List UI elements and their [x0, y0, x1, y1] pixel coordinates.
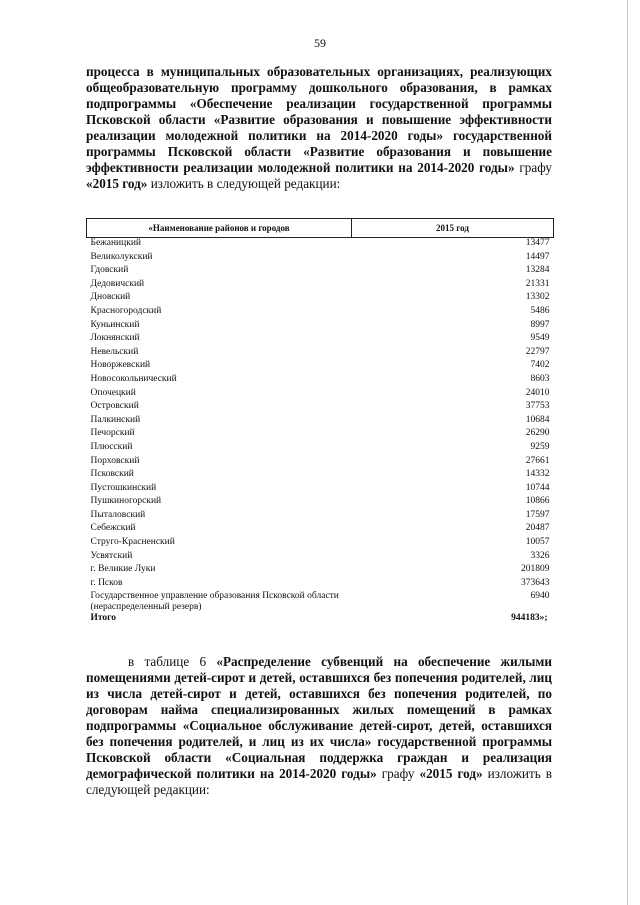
district-value: 10866	[525, 496, 550, 507]
district-value: 20487	[525, 523, 550, 534]
body-paragraph	[86, 654, 552, 798]
district-value: 9259	[530, 441, 550, 452]
district-value: 27661	[525, 455, 550, 466]
district-value: 10057	[525, 537, 550, 548]
district-value: 22797	[525, 346, 550, 357]
district-name: г. Псков	[90, 577, 123, 588]
district-value: 5486	[530, 305, 550, 316]
district-value: 13477	[525, 238, 550, 248]
table-row	[87, 360, 554, 374]
district-name: Плюсский	[90, 441, 133, 452]
table-row	[87, 415, 554, 429]
table-row	[87, 456, 554, 470]
district-name: Невельский	[90, 346, 139, 357]
district-value: 3326	[530, 550, 550, 561]
district-name: Печорский	[90, 428, 135, 439]
district-name: Опочецкий	[90, 387, 136, 398]
table-row	[87, 578, 554, 592]
body-bold-year: «2015 год»	[419, 766, 483, 781]
intro-tail-text-2: изложить в следующей редакции:	[147, 176, 341, 191]
table-row	[87, 238, 554, 252]
district-value: 373643	[521, 577, 550, 588]
district-value: 13284	[525, 265, 550, 276]
table-row	[87, 401, 554, 415]
district-value: 10744	[525, 482, 550, 493]
district-value: 201809	[521, 564, 550, 575]
page-number: 59	[314, 36, 326, 50]
district-name: Локнянский	[90, 333, 140, 344]
district-name: Псковский	[90, 469, 134, 480]
district-value: 24010	[525, 387, 550, 398]
header-year-2015: 2015 год	[352, 219, 554, 238]
district-name: Пыталовский	[90, 509, 146, 520]
district-value: 17597	[525, 509, 550, 520]
district-name: Островский	[90, 401, 139, 412]
table-total-row	[87, 613, 554, 627]
district-name: Себежский	[90, 523, 136, 534]
district-value: 21331	[525, 278, 550, 289]
district-value: 8997	[530, 319, 550, 330]
district-name: Пушкиногорский	[90, 496, 162, 507]
district-name: Новосокольнический	[90, 373, 177, 384]
total-label: Итого	[90, 613, 117, 624]
district-name: Красногородский	[90, 305, 162, 316]
district-name: Бежаницкий	[90, 238, 141, 248]
distribution-table	[86, 218, 554, 627]
district-value: 26290	[525, 428, 550, 439]
table-row	[87, 347, 554, 361]
district-value: 14497	[525, 251, 550, 262]
district-name: Государственное управление образования Псковской области (нераспределенный резерв)	[90, 591, 339, 613]
district-name: Гдовский	[90, 265, 129, 276]
table-row	[87, 537, 554, 551]
district-value: 14332	[525, 469, 550, 480]
table-row	[87, 564, 554, 578]
table-row	[87, 292, 554, 306]
table-row	[87, 551, 554, 565]
intro-bold-year: «2015 год»	[86, 176, 148, 191]
district-name: г. Великие Луки	[90, 564, 156, 575]
district-name: Струго-Красненский	[90, 537, 175, 548]
district-name: Палкинский	[90, 414, 141, 425]
district-value: 6940	[530, 591, 550, 602]
district-value: 8603	[530, 373, 550, 384]
district-name: Пустошкинский	[90, 482, 157, 493]
table-row	[87, 483, 554, 497]
table-row	[87, 279, 554, 293]
district-value: 7402	[530, 360, 550, 371]
table-row	[87, 591, 554, 613]
body-tail-text-2: изложить в следующей редакции:	[86, 766, 552, 797]
intro-tail-text: графу	[514, 160, 553, 175]
body-lead-text: в таблице 6	[128, 654, 217, 669]
table-row	[87, 374, 554, 388]
district-value: 9549	[530, 333, 550, 344]
table-row	[87, 388, 554, 402]
district-name: Усвятский	[90, 550, 133, 561]
total-value: 944183»;	[511, 613, 548, 624]
district-name: Куньинский	[90, 319, 140, 330]
table-header-row	[87, 219, 554, 238]
district-value: 13302	[525, 292, 550, 303]
table-row	[87, 496, 554, 510]
table-row	[87, 252, 554, 266]
district-name: Новоржевский	[90, 360, 151, 371]
table-row	[87, 333, 554, 347]
intro-bold-text: процесса в муниципальных образовательных организациях, реализующих общеобразовательную программу дошкольного образования, в рамках подпрограммы «Обеспечение реализации государственной программы Псковской области «Развитие образования и повышение эффективности реализации молодежной политики на 2014-2020 годы» государственной программы Псковской области «Развитие образования и повышение эффективности реализации молодежной политики на 2014-2020 годы»	[86, 64, 552, 175]
table-row	[87, 428, 554, 442]
table-row	[87, 442, 554, 456]
district-name: Дедовичский	[90, 278, 145, 289]
table-row	[87, 523, 554, 537]
table-row	[87, 265, 554, 279]
district-name: Великолукский	[90, 251, 153, 262]
header-district-name: «Наименование районов и городов	[87, 219, 352, 238]
table-row	[87, 306, 554, 320]
district-name: Порховский	[90, 455, 140, 466]
body-tail-text: графу	[376, 766, 420, 781]
table-row	[87, 320, 554, 334]
district-value: 10684	[525, 414, 550, 425]
district-name: Дновский	[90, 292, 131, 303]
district-value: 37753	[525, 401, 550, 412]
page-edge-line	[627, 0, 628, 905]
table-row	[87, 510, 554, 524]
intro-paragraph	[86, 64, 552, 192]
body-bold-text: «Распределение субвенций на обеспечение жилыми помещениями детей-сирот и детей, оставшихся без попечения родителей, лиц из числа детей-сирот и детей, оставшихся без попечения родителей, по договорам найма специализированных жилых помещений в рамках подпрограммы «Социальное обслуживание детей-сирот, детей, оставшихся без попечения родителей, и лиц из их числа» государственной программы Псковской области «Социальная поддержка граждан и реализация демографической политики на 2014-2020 годы»	[86, 654, 552, 781]
table-row	[87, 469, 554, 483]
table-body	[87, 238, 554, 628]
